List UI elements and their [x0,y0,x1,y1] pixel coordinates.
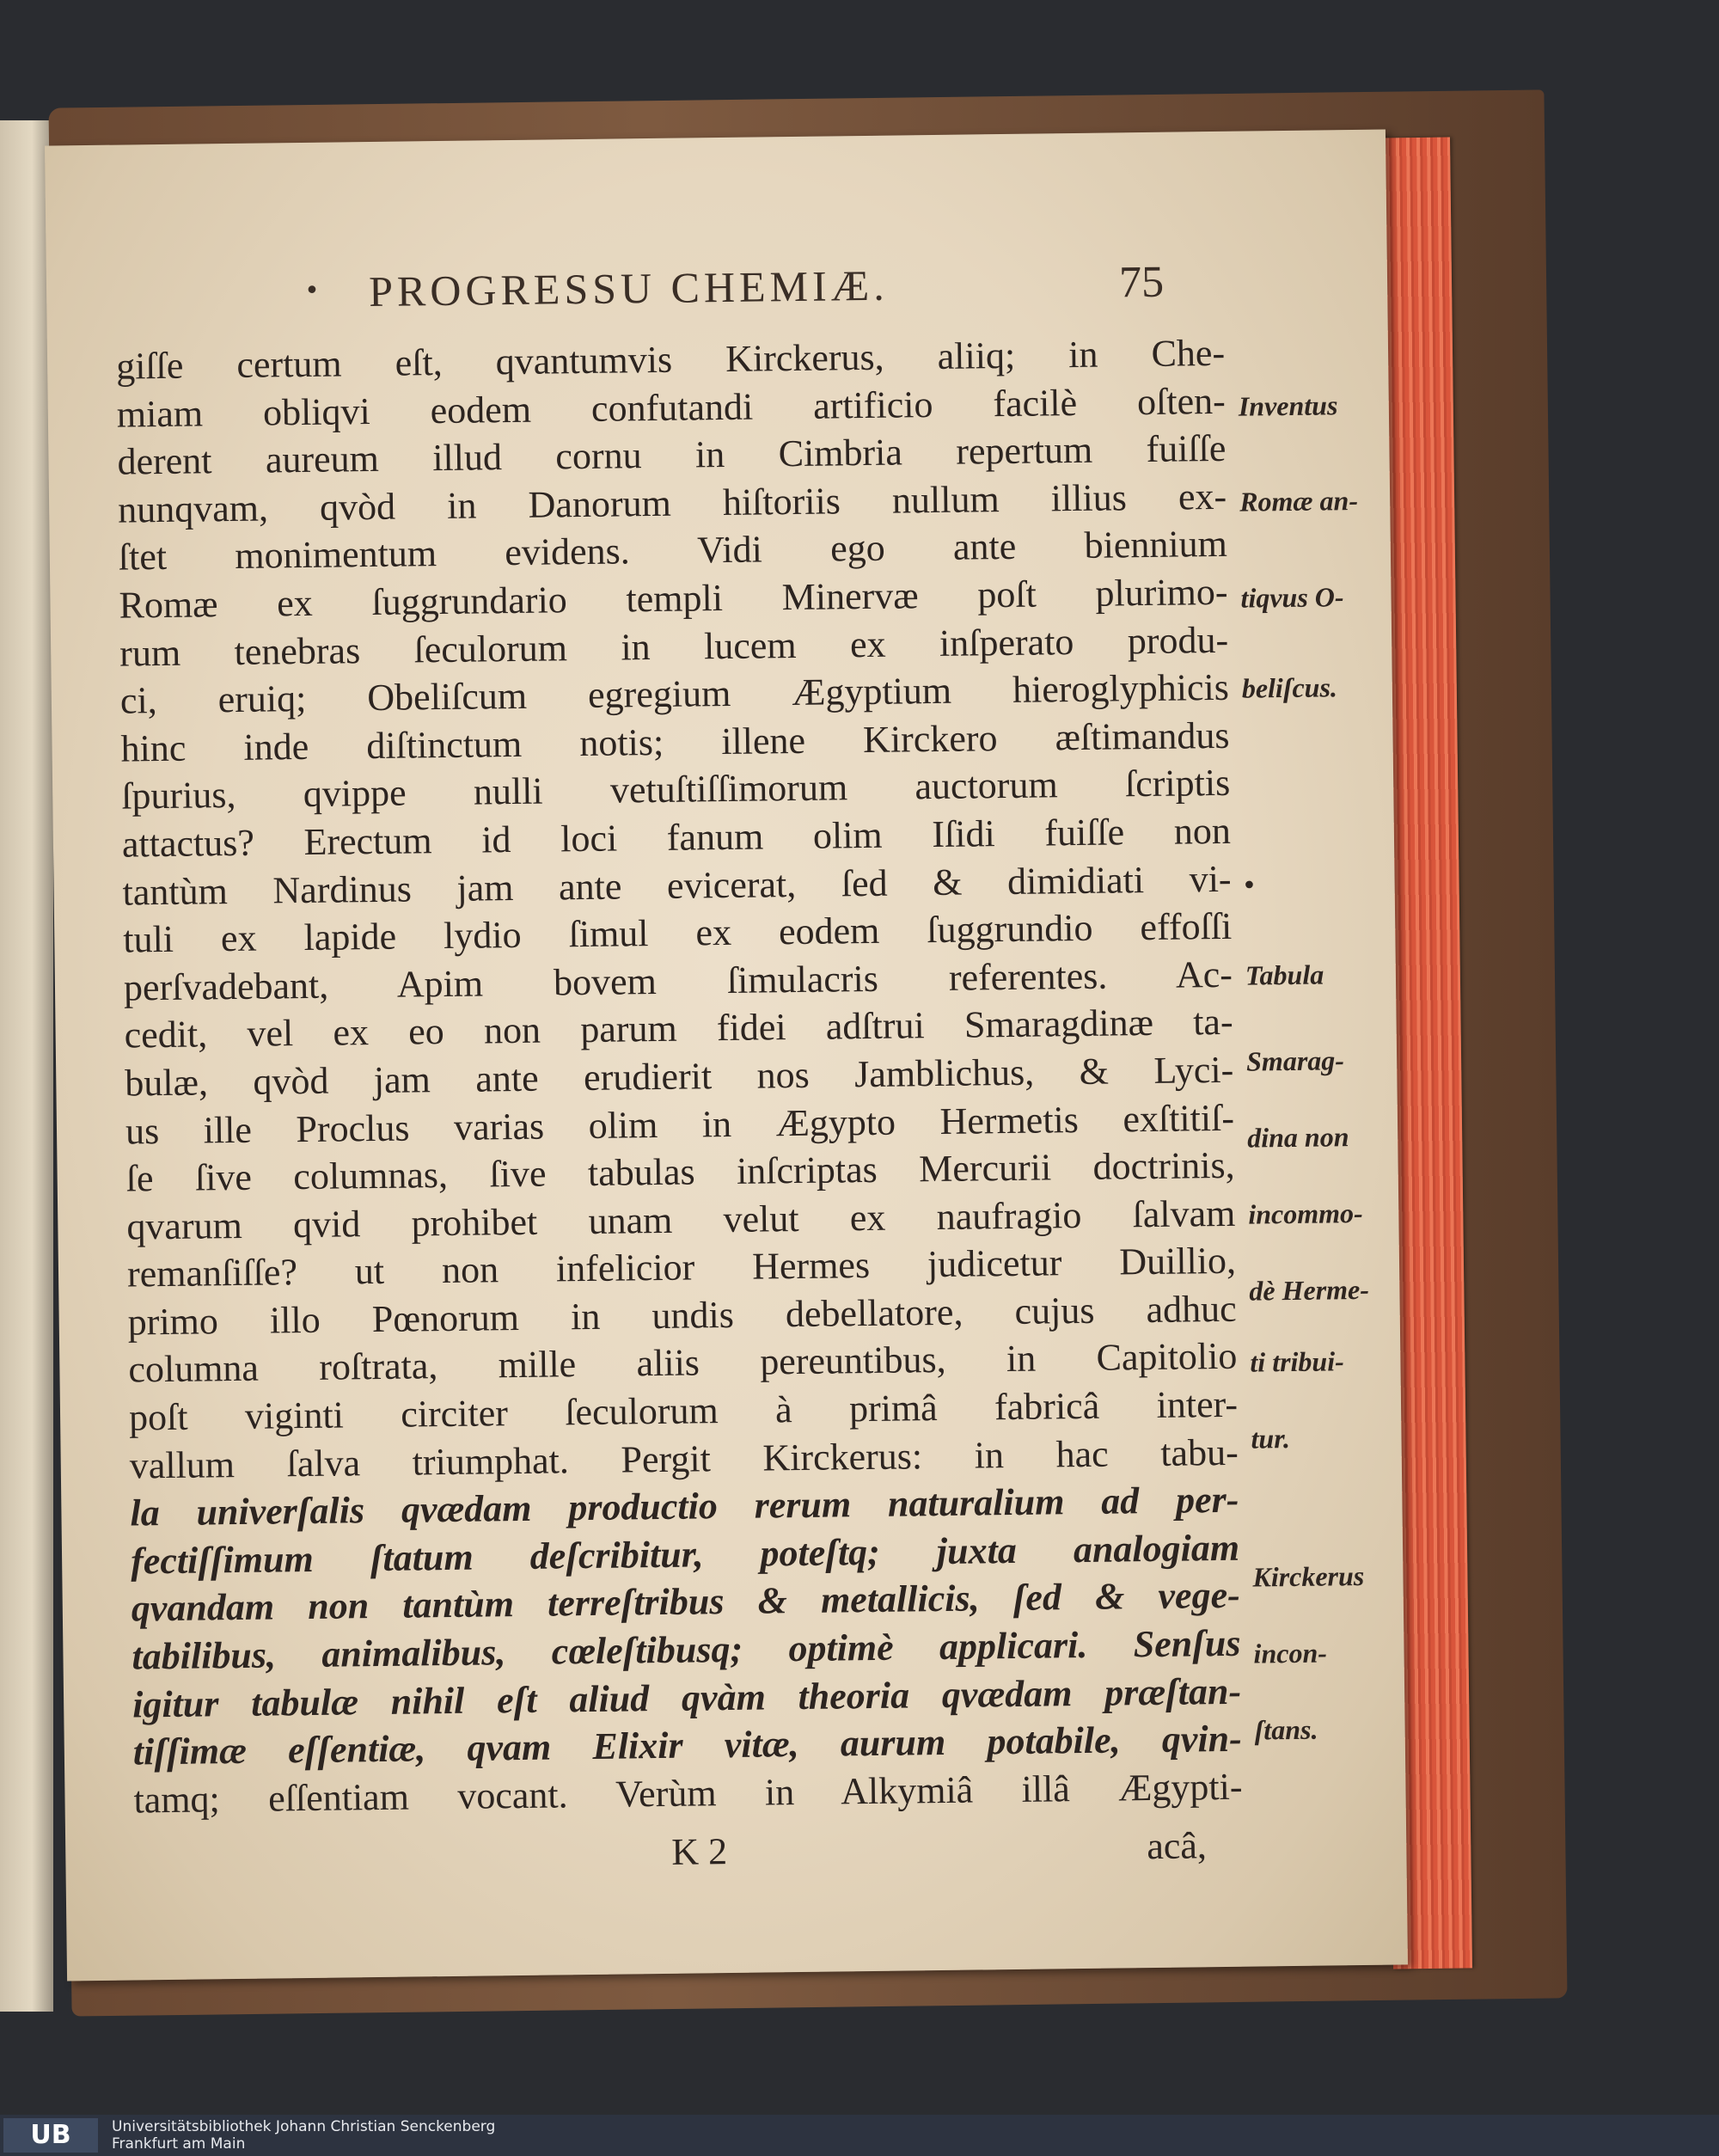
text-line: remanſiſſe? ut non infelicior Hermes judicetur Duillio, [126,1240,1237,1295]
marginal-note: tur. [1251,1423,1291,1455]
body-text [116,329,1243,1824]
marginal-note: incon- [1253,1637,1328,1669]
marginal-note: Smarag- [1245,1044,1345,1077]
text-line: tiſſimæ eſſentiæ, qvam Elixir vitæ, aurum potabile, qvin- [132,1717,1243,1773]
text-line: miam obliqvi eodem confutandi artificio facilè oſten- [116,379,1227,436]
marginal-note: dè Herme- [1249,1273,1370,1307]
text-line: tamq; eſſentiam vocant. Verùm in Alkymiâ illâ Ægypti- [133,1765,1243,1822]
text-line: ſtet monimentum evidens. Vidi ego ante biennium [118,523,1228,579]
text-line: attactus? Erectum id loci fanum olim Iſidi fuiſſe non [121,809,1232,866]
signature-mark: K 2 [671,1830,728,1873]
text-line: qvarum qvid prohibet unam velut ex naufragio ſalvam [126,1191,1236,1248]
text-line: fectiſſimum ſtatum deſcribitur, poteſtq; juxta analogiam [130,1526,1240,1583]
text-line: tuli ex lapide lydio ſimul ex eodem ſuggrundio effoſſi [123,904,1233,961]
marginal-notes [1235,130,1404,1937]
marginal-note: Tabula [1245,959,1324,991]
page-number: 75 [1118,257,1165,308]
ornament: • [303,275,321,306]
text-line: ſe ſive columnas, ſive tabulas inſcriptas Mercurii doctrinis, [125,1143,1235,1200]
institution-line-2: Frankfurt am Main [112,2135,246,2153]
text-line: rum tenebras ſeculorum in lucem ex inſperato produ- [119,618,1229,675]
marginal-note: tiqvus O- [1240,580,1344,614]
text-line: la univerſalis qvædam productio rerum naturalium ad per- [130,1479,1239,1534]
text-line: vallum ſalva triumphat. Pergit Kirckerus: in hac tabu- [129,1430,1239,1487]
text-line: igitur tabulæ nihil eſt aliud qvàm theoria qvædam præſtan- [132,1669,1242,1726]
text-line: nunqvam, qvòd in Danorum hiſtoriis nullum illius ex- [117,475,1227,531]
institution-line-1: Universitätsbibliothek Johann Christian Senckenberg [112,2118,496,2135]
marginal-note: incommo- [1248,1197,1363,1230]
book-page [45,130,1408,1981]
text-line: perſvadebant, Apim bovem ſimulacris referentes. Ac- [123,952,1233,1009]
text-line: derent aureum illud cornu in Cimbria repertum fuiſſe [117,427,1227,483]
text-line: columna roſtrata, mille aliis pereuntibus, in Capitolio [128,1335,1238,1391]
previous-page-edge [0,120,53,2012]
marginal-note: Kirckerus [1252,1560,1365,1594]
running-head [46,254,1388,322]
text-line: hinc inde diſtinctum notis; illene Kirckero æſtimandus [120,714,1230,770]
catchword: acâ, [1146,1824,1208,1868]
marginal-note: ſtans. [1254,1714,1318,1746]
marginal-note: dina non [1246,1121,1349,1154]
running-title: PROGRESSU CHEMIÆ. [368,260,889,316]
text-line: tabilibus, animalibus, cœleſtibusq; optimè applicari. Senſus [132,1621,1241,1678]
text-line: tantùm Nardinus jam ante evicerat, ſed & dimidiati vi- [122,857,1232,914]
text-line: qvandam non tantùm terreſtribus & metallicis, ſed & vege- [131,1574,1241,1630]
text-line: bulæ, qvòd jam ante erudierit nos Jamblichus, & Lyci- [125,1048,1234,1105]
text-line: poſt viginti circiter ſeculorum à primâ fabricâ inter- [128,1382,1239,1439]
marginal-note: Inventus [1238,389,1338,422]
text-line: cedit, vel ex eo non parum fidei adſtrui Smaragdinæ ta- [124,1001,1233,1057]
marginal-note: ti tribui- [1250,1345,1344,1378]
text-line: giſſe certum eſt, qvantumvis Kirckerus, aliiq; in Che- [115,331,1226,388]
institution-name [112,2118,495,2153]
ub-logo[interactable]: UB [3,2118,98,2153]
text-line: Romæ ex ſuggrundario templi Minervæ poſt plurimo- [119,570,1228,627]
text-line: ſpurius, qvippe nulli vetuſtiſſimorum auctorum ſcriptis [120,762,1231,818]
marginal-note: Romæ an- [1239,485,1359,518]
library-footer [0,2115,1719,2156]
text-line: primo illo Pœnorum in undis debellatore, cujus adhuc [127,1287,1237,1344]
marginal-note: beliſcus. [1241,671,1338,704]
text-line: ci, eruiq; Obeliſcum egregium Ægyptium hieroglyphicis [119,665,1230,722]
text-line: us ille Proclus varias olim in Ægypto Hermetis exſtitiſ- [125,1096,1235,1153]
marginal-note: • [1244,868,1255,900]
